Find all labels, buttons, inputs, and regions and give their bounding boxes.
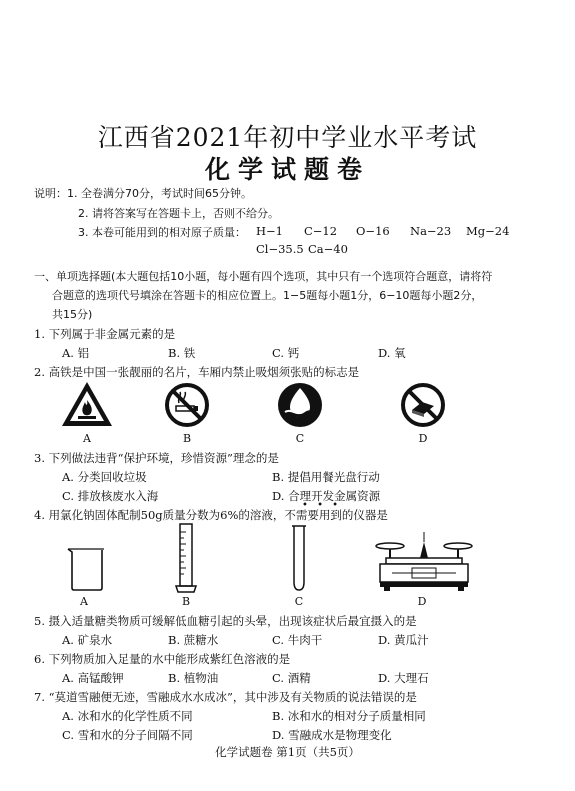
- question-2-stem: 2. 高铁是中国一张靓丽的名片，车厢内禁止吸烟须张贴的标志是: [34, 365, 360, 379]
- question-1-option-a: A. 铝: [62, 346, 90, 360]
- no-smoking-sign-icon: [164, 382, 210, 428]
- question-5-option-b: B. 蔗糖水: [168, 633, 219, 647]
- section-heading-line1: 一、单项选择题(本大题包括10小题，每小题有四个选项，其中只有一个选项符合题意，请将符: [34, 270, 493, 283]
- question-7-option-c: C. 雪和水的分子间隔不同: [62, 728, 193, 742]
- graduated-cylinder-icon: [174, 522, 198, 594]
- mass-cl: Cl−35.5: [256, 242, 304, 256]
- question-1-stem: 1. 下列属于非金属元素的是: [34, 327, 176, 341]
- question-5-option-c: C. 牛肉干: [272, 633, 323, 647]
- mass-h: H−1: [256, 224, 283, 238]
- question-2-label-d: D: [418, 432, 428, 445]
- question-4-emphasis-dots: • • •: [302, 500, 342, 511]
- question-2-label-a: A: [83, 432, 91, 445]
- balance-scale-icon: [372, 528, 476, 594]
- question-1-option-c: C. 钙: [272, 346, 300, 360]
- instruction-3: 3. 本卷可能用到的相对原子质量：: [78, 226, 246, 239]
- question-4-label-a: A: [80, 595, 88, 608]
- question-3-stem: 3. 下列做法违背“保护环境，珍惜资源”理念的是: [34, 451, 279, 465]
- question-6-option-a: A. 高锰酸钾: [62, 671, 124, 685]
- question-6-option-d: D. 大理石: [378, 671, 429, 685]
- beaker-icon: [64, 546, 108, 592]
- mass-c: C−12: [304, 224, 338, 238]
- question-4-stem: 4. 用氯化钠固体配制50g质量分数为6%的溶液，不需要用到的仪器是: [34, 508, 388, 522]
- instruction-1: 说明：1. 全卷满分70分，考试时间65分钟。: [34, 187, 252, 200]
- question-2-label-b: B: [182, 432, 192, 445]
- question-3-option-c: C. 排放核废水入海: [62, 489, 159, 503]
- section-heading-line2: 合题意的选项代号填涂在答题卡的相应位置上。1−5题每小题1分，6−10题每小题2分，: [52, 289, 483, 302]
- page-footer: 化学试题卷 第1页（共5页）: [215, 745, 360, 759]
- section-heading-line3: 共15分): [52, 308, 93, 321]
- mass-na: Na−23: [410, 224, 452, 238]
- question-4-label-c: C: [294, 595, 304, 608]
- question-7-stem: 7. “莫道雪融便无迹，雪融成水水成冰”，其中涉及有关物质的说法错误的是: [34, 690, 417, 704]
- question-6-option-c: C. 酒精: [272, 671, 311, 685]
- mass-mg: Mg−24: [466, 224, 510, 238]
- mass-o: O−16: [356, 224, 390, 238]
- question-5-stem: 5. 摄入适量糖类物质可缓解低血糖引起的头晕，出现该症状后最宜摄入的是: [34, 614, 417, 628]
- question-2-label-c: C: [295, 432, 305, 445]
- question-3-option-b: B. 提倡用餐光盘行动: [272, 470, 380, 484]
- test-tube-icon: [289, 524, 309, 592]
- instruction-2: 2. 请将答案写在答题卡上，否则不给分。: [78, 207, 279, 220]
- question-7-option-b: B. 冰和水的相对分子质量相同: [272, 709, 426, 723]
- question-4-label-b: B: [181, 595, 191, 608]
- mass-ca: Ca−40: [308, 242, 348, 256]
- question-7-option-d: D. 雪融成水是物理变化: [272, 728, 392, 742]
- exam-title: 江西省2021年初中学业水平考试: [97, 123, 478, 152]
- question-3-option-d: D. 合理开发金属资源: [272, 489, 381, 503]
- question-6-option-b: B. 植物油: [168, 671, 219, 685]
- question-5-option-a: A. 矿泉水: [62, 633, 113, 647]
- question-4-label-d: D: [417, 595, 427, 608]
- question-7-option-a: A. 冰和水的化学性质不同: [62, 709, 193, 723]
- question-3-option-a: A. 分类回收垃圾: [62, 470, 147, 484]
- question-5-option-d: D. 黄瓜汁: [378, 633, 429, 647]
- exam-subtitle: 化学试题卷: [204, 155, 370, 184]
- question-1-option-b: B. 铁: [168, 346, 196, 360]
- question-6-stem: 6. 下列物质加入足量的水中能形成紫红色溶液的是: [34, 652, 291, 666]
- question-1-option-d: D. 氧: [378, 346, 406, 360]
- flammable-warning-sign-icon: [60, 380, 114, 428]
- water-saving-sign-icon: [277, 382, 323, 428]
- no-book-sign-icon: [400, 382, 446, 428]
